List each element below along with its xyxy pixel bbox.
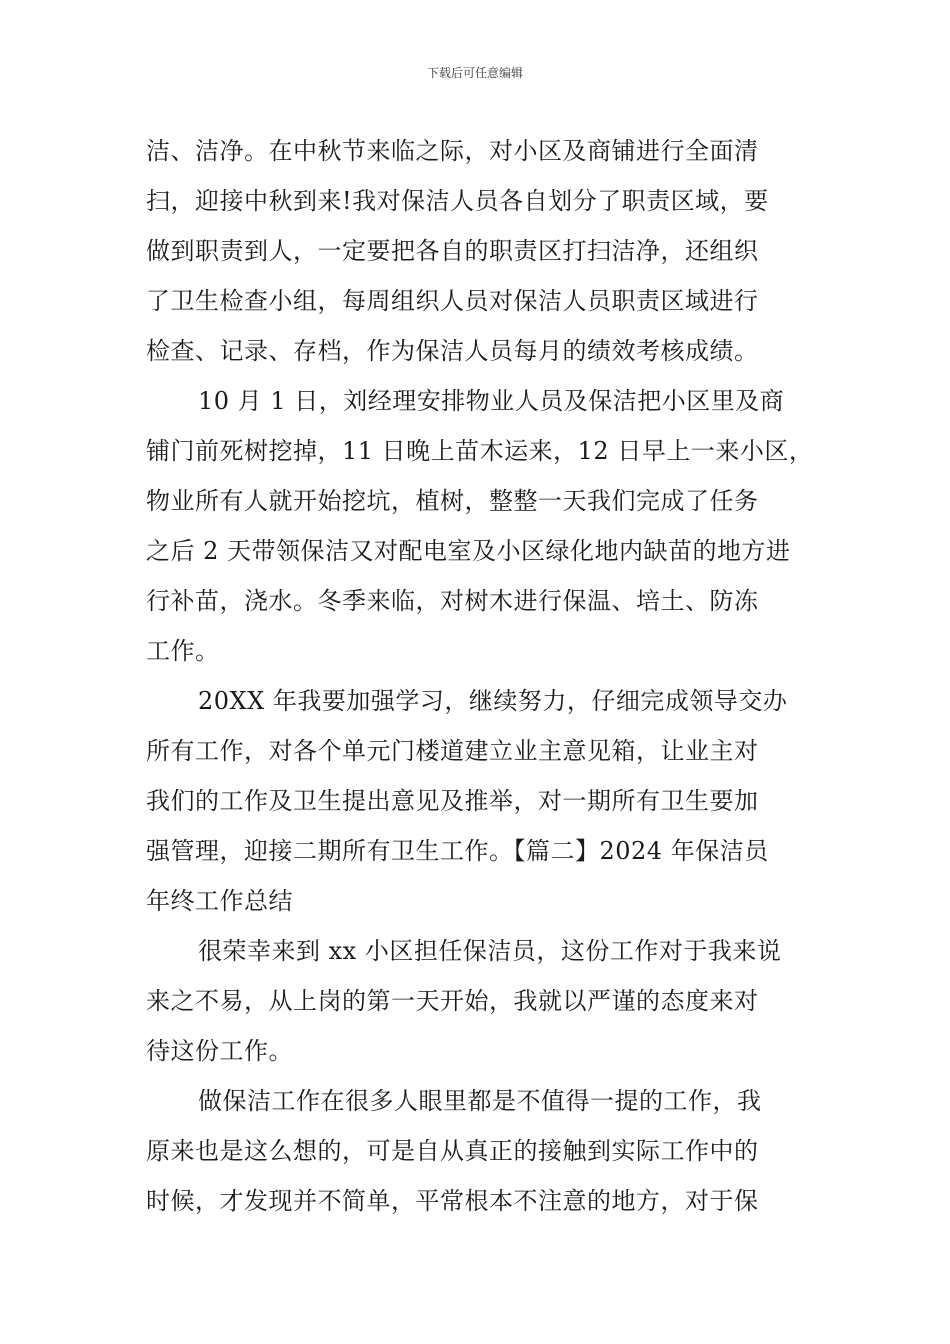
text-line: 我们的工作及卫生提出意见及推举，对一期所有卫生要加	[146, 787, 759, 815]
document-body	[146, 126, 826, 1226]
text-line: 做到职责到人，一定要把各自的职责区打扫洁净，还组织	[146, 237, 759, 265]
text-line: 来之不易，从上岗的第一天开始，我就以严谨的态度来对	[146, 987, 759, 1015]
text-line: 所有工作，对各个单元门楼道建立业主意见箱，让业主对	[146, 737, 759, 765]
text-line: 年终工作总结	[146, 887, 293, 915]
text-line: 强管理，迎接二期所有卫生工作。【篇二】2024 年保洁员	[146, 837, 769, 865]
paragraph-first-line: 10 月 1 日，刘经理安排物业人员及保洁把小区里及商	[198, 387, 785, 415]
text-line: 待这份工作。	[146, 1037, 293, 1065]
text-line: 铺门前死树挖掉，11 日晚上苗木运来，12 日早上一来小区，	[146, 437, 814, 465]
paragraph-first-line: 20XX 年我要加强学习，继续努力，仔细完成领导交办	[198, 687, 788, 715]
paragraph-first-line: 很荣幸来到 xx 小区担任保洁员，这份工作对于我来说	[198, 937, 782, 965]
page-header: 下载后可任意编辑	[426, 66, 523, 80]
text-line: 行补苗，浇水。冬季来临，对树木进行保温、培土、防冻	[146, 587, 759, 615]
text-line: 了卫生检查小组，每周组织人员对保洁人员职责区域进行	[146, 287, 759, 315]
text-line: 工作。	[146, 637, 220, 665]
text-line: 扫，迎接中秋到来!我对保洁人员各自划分了职责区域，要	[146, 187, 769, 215]
text-line: 洁、洁净。在中秋节来临之际，对小区及商铺进行全面清	[146, 137, 759, 165]
text-line: 时候，才发现并不简单，平常根本不注意的地方，对于保	[146, 1187, 759, 1215]
text-line: 检查、记录、存档，作为保洁人员每月的绩效考核成绩。	[146, 337, 759, 365]
text-line: 之后 2 天带领保洁又对配电室及小区绿化地内缺苗的地方进	[146, 537, 791, 565]
paragraph-first-line: 做保洁工作在很多人眼里都是不值得一提的工作，我	[198, 1087, 762, 1115]
text-line: 原来也是这么想的，可是自从真正的接触到实际工作中的	[146, 1137, 759, 1165]
text-line: 物业所有人就开始挖坑，植树，整整一天我们完成了任务	[146, 487, 759, 515]
